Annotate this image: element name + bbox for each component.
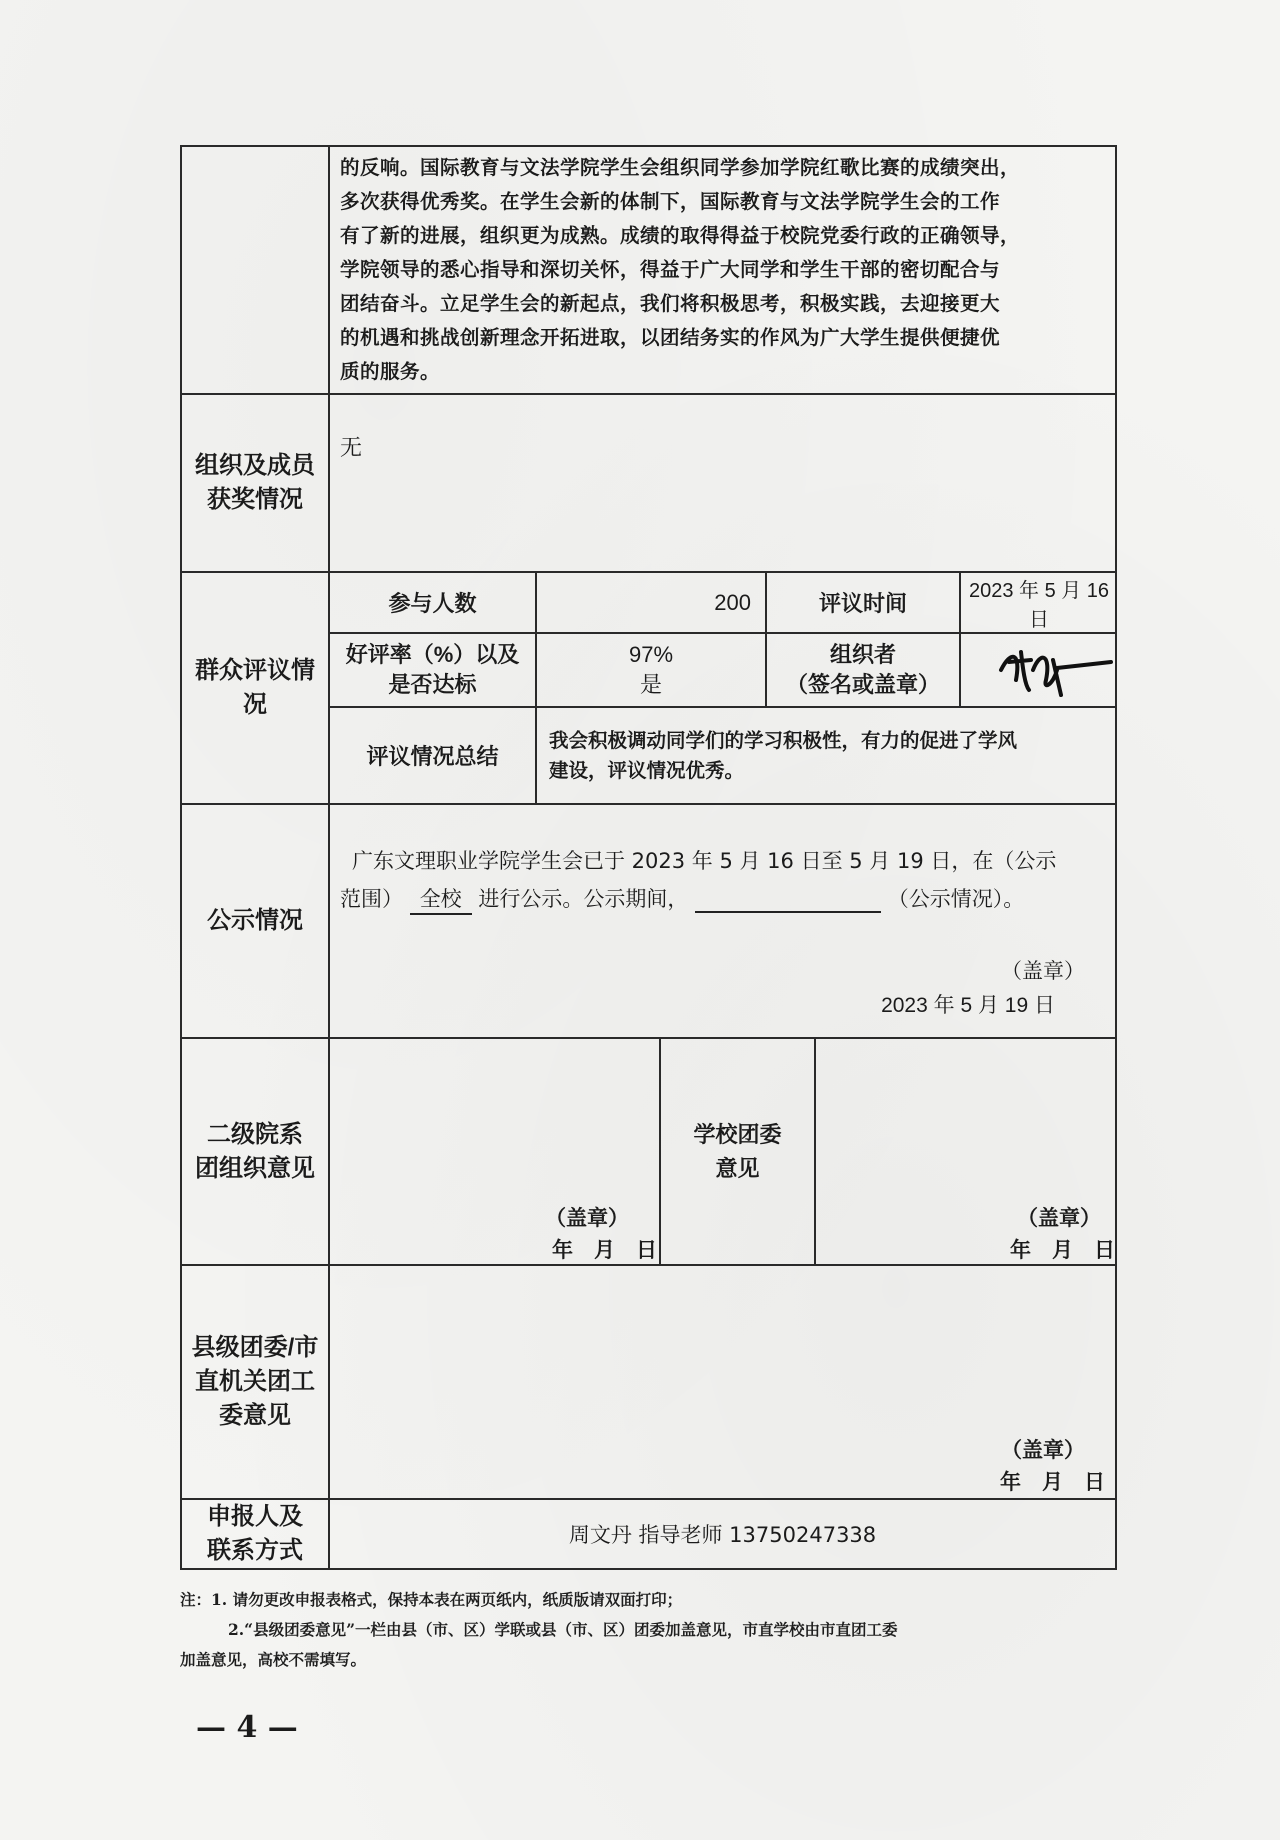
- department-opinion-box: [330, 1039, 660, 1264]
- school-label-line: 意见: [715, 1155, 760, 1181]
- evaluation-time-label: 评议时间: [766, 573, 960, 633]
- applicant-label-line: 申报人及: [207, 1503, 303, 1530]
- organizer-signature: [961, 640, 1117, 700]
- rate-label-line: 是否达标: [388, 672, 477, 697]
- rate-values: [536, 633, 766, 707]
- evaluation-row: [181, 572, 1116, 804]
- rate-value: 97%: [628, 642, 674, 667]
- note-line-1: 注：1. 请勿更改申报表格式，保持本表在两页纸内，纸质版请双面打印；: [180, 1590, 683, 1609]
- school-stamp: （盖章）: [1017, 1204, 1101, 1230]
- publicity-suffix: （公示情况）。: [887, 887, 1025, 911]
- publicity-text-line1: 广东文理职业学院学生会已于 2023 年 5 月 16 日至 5 月 19 日，在（公示: [352, 849, 1057, 873]
- county-label-line: 县级团委/市: [191, 1334, 319, 1361]
- publicity-text-line2: [340, 883, 1024, 915]
- opinions-cell: [329, 1038, 1116, 1265]
- intro-paragraph: [330, 147, 1115, 393]
- publicity-label: 公示情况: [181, 804, 329, 1038]
- intro-line: 多次获得优秀奖。在学生会新的体制下，国际教育与文法学院学生会的工作: [340, 190, 1001, 213]
- applicant-label-line: 联系方式: [207, 1537, 303, 1564]
- summary-line: 我会积极调动同学们的学习积极性，有力的促进了学风: [549, 728, 1018, 752]
- organizer-label: [766, 633, 960, 707]
- school-opinion-box: [815, 1039, 1117, 1264]
- school-opinion-area: [816, 1042, 1117, 1262]
- evaluation-time-value: 2023 年 5 月 16 日: [960, 573, 1117, 633]
- county-opinion-area: [330, 1266, 1115, 1498]
- organizer-label-line: （签名或盖章）: [786, 672, 941, 697]
- school-opinion-label: [660, 1039, 815, 1264]
- application-form-table: [180, 145, 1117, 1570]
- publicity-row: [181, 804, 1116, 1038]
- applicant-contact: 周文丹 指导老师 13750247338: [329, 1499, 1116, 1569]
- department-label-line: 团组织意见: [195, 1154, 315, 1182]
- evaluation-grid-cell: [329, 572, 1116, 804]
- summary-cell: [536, 707, 1117, 803]
- intro-text-cell: [329, 146, 1116, 394]
- publicity-scope: 全校: [410, 883, 472, 915]
- department-stamp: （盖章）: [545, 1204, 629, 1230]
- awards-label: [181, 394, 329, 572]
- school-label-line: 学校团委: [693, 1121, 782, 1147]
- publicity-content: [330, 805, 1115, 1037]
- applicant-row: [181, 1499, 1116, 1569]
- rate-met-value: 是: [639, 672, 662, 697]
- participants-value: 200: [536, 573, 766, 633]
- handwritten-signature-icon: [991, 640, 1121, 700]
- publicity-date: 2023 年 5 月 19 日: [881, 994, 1055, 1017]
- awards-row: [181, 394, 1116, 572]
- participants-label: 参与人数: [330, 573, 536, 633]
- applicant-label: [181, 1499, 329, 1569]
- intro-line: 团结奋斗。立足学生会的新起点，我们将积极思考，积极实践，去迎接更大: [340, 292, 1001, 315]
- county-label-line: 直机关团工: [195, 1368, 315, 1395]
- county-stamp: （盖章）: [1001, 1437, 1085, 1462]
- intro-line: 的反响。国际教育与文法学院学生会组织同学参加学院红歌比赛的成绩突出，: [340, 156, 1021, 179]
- department-label-line: 二级院系: [207, 1120, 303, 1148]
- county-opinion-label: [181, 1265, 329, 1499]
- county-opinion-row: [181, 1265, 1116, 1499]
- rate-label-line: 好评率（%）以及: [345, 642, 520, 667]
- intro-line: 质的服务。: [340, 360, 441, 383]
- form-notes: [180, 1585, 1115, 1675]
- organizer-signature-cell: [960, 633, 1117, 707]
- publicity-middle: 进行公示。公示期间，: [478, 887, 689, 911]
- opinions-grid: [330, 1039, 1117, 1264]
- intro-line: 的机遇和挑战创新理念开拓进取，以团结务实的作风为广大学生提供便捷优: [340, 326, 1001, 349]
- organizer-label-line: 组织者: [830, 642, 897, 667]
- department-opinion-area: [330, 1042, 659, 1262]
- publicity-stamp: （盖章）: [1001, 959, 1085, 983]
- publicity-cell: [329, 804, 1116, 1038]
- awards-label-line: 获奖情况: [207, 486, 303, 513]
- department-opinion-label: [181, 1038, 329, 1265]
- awards-label-line: 组织及成员: [195, 452, 315, 479]
- publicity-status-blank: [695, 887, 881, 913]
- school-date: 年 月 日: [1010, 1236, 1115, 1262]
- intro-line: 有了新的进展，组织更为成熟。成绩的取得得益于校院党委行政的正确领导，: [340, 224, 1021, 247]
- evaluation-label: [181, 572, 329, 804]
- intro-row: [181, 146, 1116, 394]
- department-date: 年 月 日: [552, 1236, 657, 1262]
- summary-text: [537, 726, 1117, 786]
- evaluation-label-line: 群众评议情: [195, 657, 315, 684]
- county-label-line: 委意见: [219, 1402, 291, 1429]
- evaluation-grid: [330, 573, 1117, 803]
- awards-value-cell: [329, 394, 1116, 572]
- summary-line: 建设，评议情况优秀。: [549, 758, 745, 782]
- note-line-2: 2.“县级团委意见”一栏由县（市、区）学联或县（市、区）团委加盖意见，市直学校由市直团工委: [228, 1620, 898, 1639]
- county-opinion-box: [329, 1265, 1116, 1499]
- page-number: — 4 —: [196, 1710, 298, 1745]
- evaluation-label-line: 况: [243, 691, 267, 718]
- rate-label: [330, 633, 536, 707]
- note-line-3: 加盖意见，高校不需填写。: [180, 1650, 367, 1669]
- intro-line: 学院领导的悉心指导和深切关怀，得益于广大同学和学生干部的密切配合与: [340, 258, 1001, 281]
- summary-label: 评议情况总结: [330, 707, 536, 803]
- intro-label-cell: [181, 146, 329, 394]
- awards-value: 无: [340, 436, 363, 461]
- publicity-scope-prefix: 范围）: [340, 887, 403, 911]
- county-date: 年 月 日: [1000, 1469, 1105, 1494]
- opinions-row: [181, 1038, 1116, 1265]
